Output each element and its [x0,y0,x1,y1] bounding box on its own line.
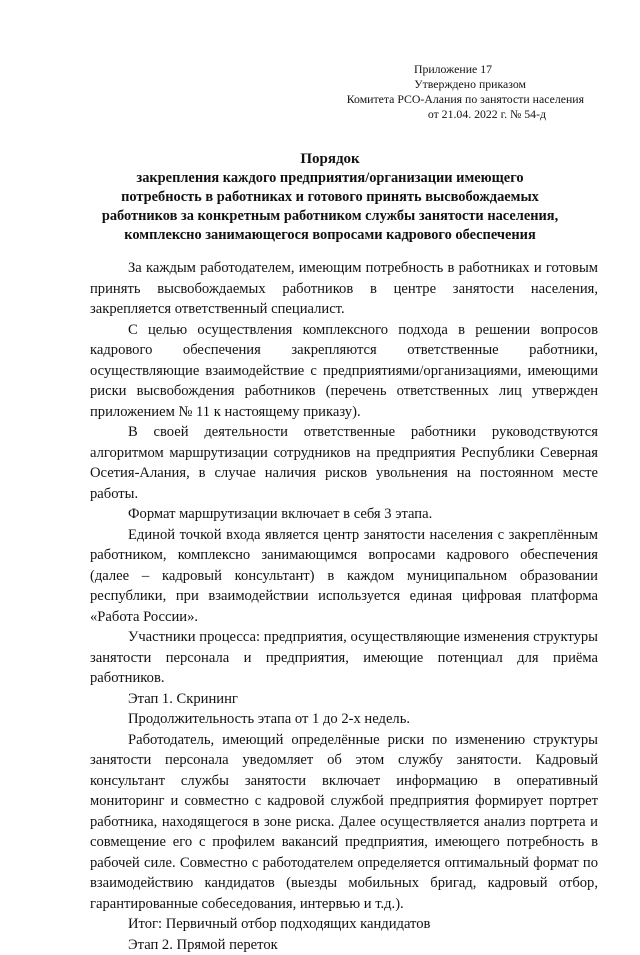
appendix-header [284,62,584,122]
paragraph-routing-format: Формат маршрутизации включает в себя 3 этапа. [90,504,598,525]
document-title [70,150,590,245]
paragraph-process-participants: Участники процесса: предприятия, осуществляющие изменения структуры занятости персонала и предприятия, имеющие потенциал для приёма работников. [90,627,598,689]
document-body [90,258,598,955]
title-line-4: комплексно занимающегося вопросами кадрового обеспечения [70,226,590,245]
paragraph-routing-algorithm: В своей деятельности ответственные работники руководствуются алгоритмом маршрутизации сотрудников на предприятия Республики Северная Осетия-Алания, в случае наличия рисков увольнения на постоянном месте работы. [90,422,598,504]
stage-1-duration: Продолжительность этапа от 1 до 2-х недель. [90,709,598,730]
issuing-committee: Комитета РСО-Алания по занятости населения [284,92,584,107]
title-word: Порядок [70,150,590,169]
paragraph-stage-1-description: Работодатель, имеющий определённые риски по изменению структуры занятости персонала уведомляет об этом службу занятости. Кадровый консультант службы занятости включает информацию в оперативный мониторинг и совместно с кадровой службой предприятия формирует портрет работника, находящегося в зоне риска. Далее осуществляется анализ портрета и совмещение его с профилем вакансий предприятия, имеющего потребность в рабочей силе. Совместно с работодателем определяется оптимальный формат по взаимодействию кандидатов (выезды мобильных бригад, кадровый отбор, гарантированные собеседования, интервью и т.д.). [90,730,598,915]
stage-1-heading: Этап 1. Скрининг [90,689,598,710]
approval-note: Утверждено приказом [284,77,584,92]
title-line-3: работников за конкретным работником службы занятости населения, [70,207,590,226]
title-line-2: потребность в работниках и готового принять высвобождаемых [70,188,590,207]
title-line-1: закрепления каждого предприятия/организации имеющего [70,169,590,188]
paragraph-single-entry-point: Единой точкой входа является центр занятости населения с закреплённым работником, комплексно занимающимся вопросами кадрового обеспечения (далее – кадровый консультант) в каждом муниципальном образовании республики, при взаимодействии используется единая цифровая платформа «Работа России». [90,525,598,628]
appendix-number: Приложение 17 [284,62,584,77]
stage-1-result: Итог: Первичный отбор подходящих кандидатов [90,914,598,935]
stage-2-heading: Этап 2. Прямой переток [90,935,598,955]
paragraph-comprehensive-approach: С целью осуществления комплексного подхода в решении вопросов кадрового обеспечения закрепляются ответственные работники, осуществляющие взаимодействие с предприятиями/организациями, имеющими риски высвобождения работников (перечень ответственных лиц утвержден приложением № 11 к настоящему приказу). [90,320,598,423]
paragraph-responsible-specialist: За каждым работодателем, имеющим потребность в работниках и готовым принять высвобождаемых работников в центре занятости населения, закрепляется ответственный специалист. [90,258,598,320]
order-date-number: от 21.04. 2022 г. № 54-д [284,107,584,122]
